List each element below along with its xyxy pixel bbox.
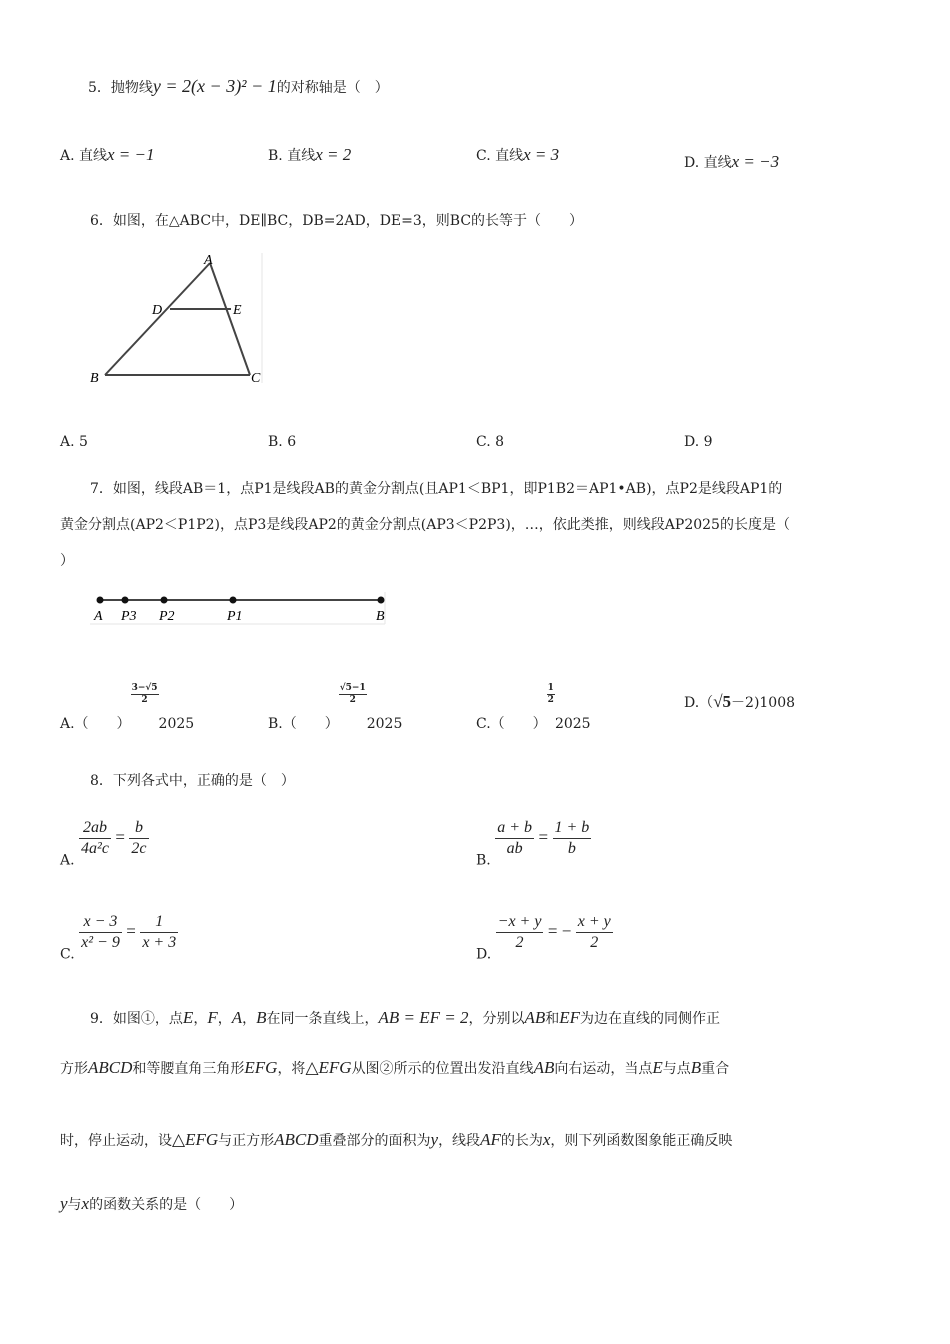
option-fraction: $\frac{3-√5}{2}$ [131, 683, 158, 705]
point-p1 [230, 597, 237, 604]
option-tail: －2)1008 [731, 695, 796, 711]
point-p2 [161, 597, 168, 604]
label-p2: P2 [159, 609, 175, 624]
option-label: B. 直线 [268, 148, 316, 164]
label-b: B [376, 609, 385, 624]
option-label: A. [60, 852, 75, 869]
q6-triangle-figure [80, 248, 280, 393]
label-p1: P1 [227, 609, 243, 624]
left-fraction: $\frac{x - 3}{\text{x² − 9}}$ [81, 913, 120, 951]
option-label: B.（ ） [268, 716, 339, 732]
point-a [97, 597, 104, 604]
q5-option-d[interactable] [684, 152, 779, 172]
option-label: A.（ ） [60, 716, 131, 732]
equals-sign: = − [547, 921, 572, 941]
point-b [378, 597, 385, 604]
side-ab [105, 263, 210, 375]
left-fraction: $\frac{2ab}{\text{4a²c}}$ [81, 819, 109, 857]
q8-stem: 8．下列各式中，正确的是（ ） [90, 773, 295, 789]
option-math: x = 2 [315, 145, 352, 164]
q9-line3: 时，停止运动，设△EFG与正方形ABCD重叠部分的面积为y，线段AF的长为x，则下列函数图象能正确反映 [60, 1130, 733, 1149]
left-fraction: $\frac{a + b}{ab}$ [497, 819, 532, 857]
right-fraction: $\frac{b}{2c}$ [131, 819, 147, 857]
option-label: D.（ [684, 695, 714, 711]
option-sqrt: √5 [713, 692, 732, 711]
label-a: A [204, 253, 213, 268]
option-label: D. 直线 [684, 155, 732, 171]
q6-option-b[interactable]: B. 6 [268, 434, 297, 450]
q6-stem: 6．如图，在△ABC中，DE∥BC，DB=2AD，DE=3，则BC的长等于（ ） [90, 213, 584, 229]
option-math: x = −3 [731, 152, 780, 171]
q7-segment-figure [85, 590, 395, 628]
q9-line2: 方形ABCD和等腰直角三角形EFG，将△EFG从图②所示的位置出发沿直线AB向右运动，当点E与点B重合 [60, 1058, 730, 1077]
q5-option-b[interactable] [268, 145, 351, 165]
option-label: B. [476, 852, 491, 869]
option-math: x = −1 [107, 145, 155, 164]
q8-option-b[interactable] [476, 818, 591, 869]
label-e: E [233, 303, 242, 318]
q7-stem-line1: 7．如图，线段AB＝1，点P1是线段AB的黄金分割点(且AP1＜BP1，即P1B2＝AP1•AB)，点P2是线段AP1的 [90, 481, 783, 497]
equals-sign: = [538, 827, 549, 847]
equals-sign: = [126, 921, 136, 941]
q8-option-d[interactable] [476, 912, 613, 963]
option-label: D. [476, 946, 492, 963]
label-c: C [251, 371, 261, 386]
q5-stem-suffix: 的对称轴是（ ） [276, 80, 389, 96]
q7-option-d[interactable] [684, 692, 795, 712]
q9-line1: 9．如图①，点E，F，A，B在同一条直线上，AB = EF = 2，分别以AB和EF为边在直线的同侧作正 [90, 1008, 721, 1027]
q5-formula: y = 2(x − 3)² − 1 [152, 76, 277, 96]
point-p3 [122, 597, 129, 604]
right-fraction: $\frac{x + y}{2}$ [577, 913, 611, 951]
option-exponent: 2025 [554, 716, 591, 732]
equals-sign: = [115, 827, 125, 847]
label-a: A [94, 609, 103, 624]
label-d: D [152, 303, 163, 318]
q9-line4: y与x的函数关系的是（ ） [60, 1194, 244, 1213]
q5-stem-prefix: 5．抛物线 [88, 80, 153, 96]
q7-stem-line2: 黄金分割点(AP2＜P1P2)，点P3是线段AP2的黄金分割点(AP3＜P2P3)，…，依此类推，则线段AP2025的长度是（ [60, 517, 790, 533]
q5-option-c[interactable] [476, 145, 559, 165]
option-label: A. 直线 [60, 148, 108, 164]
right-fraction: $\frac{1 + b}{b}$ [554, 819, 590, 857]
side-ac [210, 263, 250, 375]
q7-option-a[interactable] [60, 683, 194, 733]
q7-option-c[interactable] [476, 683, 591, 733]
option-fraction: $\frac{√5-1}{2}$ [339, 683, 366, 705]
label-b: B [90, 371, 99, 386]
q6-option-a[interactable]: A. 5 [60, 434, 88, 450]
left-fraction: $\frac{-x + y}{2}$ [497, 913, 542, 951]
q8-option-c[interactable] [60, 912, 178, 963]
q5-option-a[interactable] [60, 145, 155, 165]
q7-option-b[interactable] [268, 683, 402, 733]
q6-option-c[interactable]: C. 8 [476, 434, 505, 450]
option-math: x = 3 [523, 145, 560, 164]
option-exponent: 2025 [158, 716, 195, 732]
option-label: C. [60, 946, 75, 963]
q6-option-d[interactable]: D. 9 [684, 434, 713, 450]
label-p3: P3 [121, 609, 137, 624]
option-exponent: 2025 [366, 716, 403, 732]
option-label: C.（ ） [476, 716, 547, 732]
option-label: C. 直线 [476, 148, 524, 164]
q7-stem-line3: ） [60, 553, 74, 569]
right-fraction: $\frac{1}{x + 3}$ [142, 913, 177, 951]
option-fraction: $\frac{1}{2}$ [547, 683, 554, 705]
q8-option-a[interactable] [60, 818, 149, 869]
q5-stem [88, 76, 389, 97]
